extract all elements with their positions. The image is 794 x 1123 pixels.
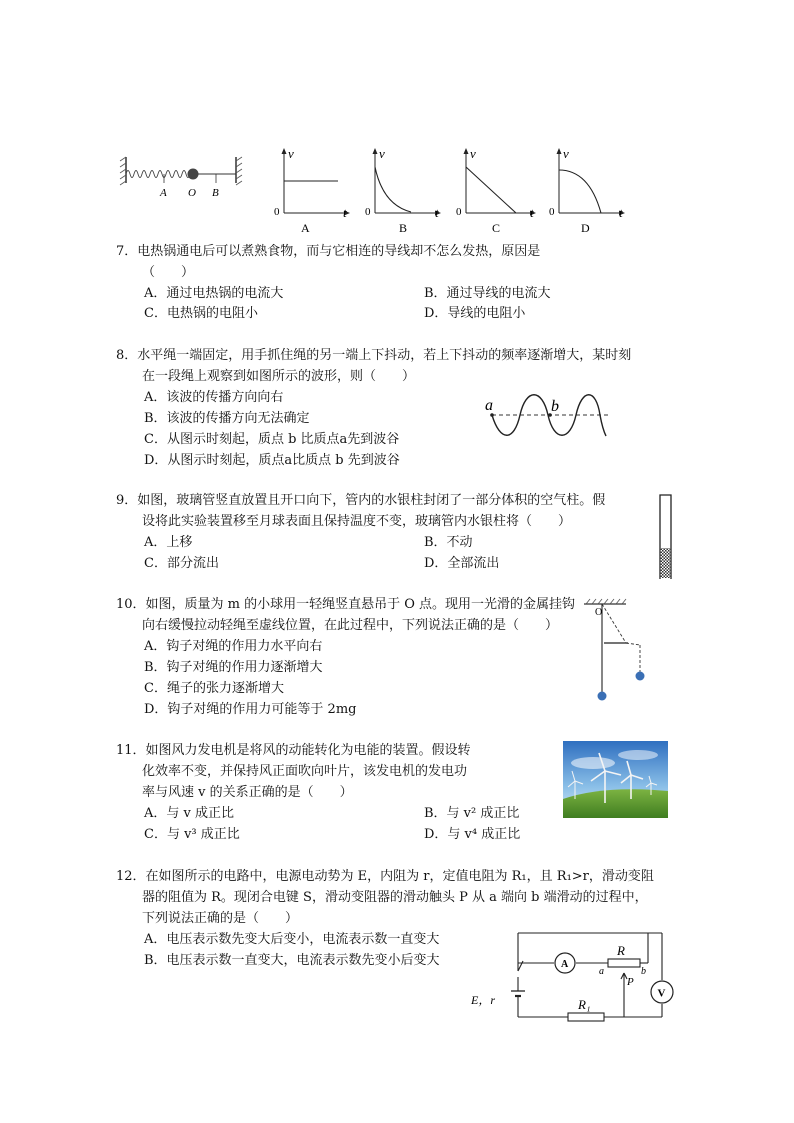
graph-a-v-label: v — [288, 146, 294, 161]
graph-d-v-label: v — [563, 146, 569, 161]
circuit-end-b-label: b — [641, 966, 646, 977]
q10-option-b[interactable]: B．钩子对绳的作用力逐渐增大 — [144, 660, 323, 675]
q8-stem-line2: 在一段绳上观察到如图所示的波形，则（ ） — [142, 369, 416, 384]
q12-stem-line2: 器的阻值为 R。现闭合电键 S，滑动变阻器的滑动触头 P 从 a 端向 b 端滑动的过程中， — [142, 890, 648, 905]
q7-option-d[interactable]: D．导线的电阻小 — [424, 306, 526, 321]
spring-label-o: O — [188, 187, 196, 199]
circuit-rheostat-label: R — [617, 943, 625, 958]
graph-b-v-label: v — [379, 146, 385, 161]
graph-b-caption: B — [399, 221, 408, 235]
q8-option-a[interactable]: A．该波的传播方向向右 — [144, 390, 284, 405]
question-12 — [116, 866, 654, 929]
wind-turbine-photo — [563, 741, 668, 818]
graph-a — [268, 145, 353, 235]
q12-option-a[interactable]: A．电压表示数先变大后变小，电流表示数一直变大 — [144, 932, 440, 947]
graph-a-caption: A — [301, 221, 310, 235]
spring-oscillator-figure — [118, 155, 243, 200]
circuit-source-label: E，r — [471, 993, 496, 1007]
question-8 — [116, 345, 631, 387]
q9-option-b[interactable]: B．不动 — [424, 535, 473, 550]
circuit-slider-label: P — [627, 976, 634, 988]
graph-c-caption: C — [492, 221, 501, 235]
graph-a-t-label: t — [343, 205, 347, 220]
question-11 — [116, 740, 471, 803]
q11-option-a[interactable]: A．与 v 成正比 — [144, 806, 234, 821]
circuit-r1-label: R₁ — [578, 997, 591, 1012]
q7-option-b[interactable]: B．通过导线的电流大 — [424, 286, 551, 301]
graph-d-caption: D — [581, 221, 590, 235]
q11-option-d[interactable]: D．与 v⁴ 成正比 — [424, 827, 521, 842]
circuit-ammeter-label: A — [561, 959, 569, 970]
q10-stem-line2: 向右缓慢拉动轻绳至虚线位置，在此过程中，下列说法正确的是（ ） — [142, 618, 559, 633]
q11-option-b[interactable]: B．与 v² 成正比 — [424, 806, 520, 821]
graph-b-t-label: t — [435, 205, 439, 220]
q12-stem-line3: 下列说法正确的是（ ） — [142, 911, 299, 926]
q9-option-c[interactable]: C．部分流出 — [144, 556, 219, 571]
graph-b-origin: 0 — [365, 206, 371, 218]
q8-option-c[interactable]: C．从图示时刻起，质点 b 比质点a先到波谷 — [144, 432, 400, 447]
wave-label-b: b — [551, 398, 559, 415]
q9-option-a[interactable]: A．上移 — [144, 535, 193, 550]
q7-option-c[interactable]: C．电热锅的电阻小 — [144, 306, 258, 321]
graph-b — [361, 145, 446, 235]
graph-d-origin: 0 — [549, 206, 555, 218]
pendulum-hook-figure — [582, 598, 652, 708]
question-9 — [116, 490, 605, 532]
q8-option-d[interactable]: D．从图示时刻起，质点a比质点 b 先到波谷 — [144, 453, 400, 468]
graph-c-v-label: v — [470, 146, 476, 161]
q10-stem-line1: 10．如图，质量为 m 的小球用一轻绳竖直悬吊于 O 点。现用一光滑的金属挂钩 — [116, 597, 576, 612]
q7-stem-line2: （ ） — [142, 265, 195, 280]
question-10 — [116, 594, 575, 636]
graph-d — [545, 145, 635, 235]
q11-option-c[interactable]: C．与 v³ 成正比 — [144, 827, 240, 842]
glass-tube-figure — [656, 493, 676, 581]
q9-option-d[interactable]: D．全部流出 — [424, 556, 500, 571]
graph-d-t-label: t — [619, 205, 623, 220]
pendulum-label-o: O — [595, 607, 603, 618]
q10-option-c[interactable]: C．绳子的张力逐渐增大 — [144, 681, 284, 696]
question-7 — [116, 241, 540, 283]
q9-stem-line2: 设将此实验装置移至月球表面且保持温度不变，玻璃管内水银柱将（ ） — [142, 514, 572, 529]
graph-c — [452, 145, 542, 235]
q8-stem-line1: 8．水平绳一端固定，用手抓住绳的另一端上下抖动，若上下抖动的频率逐渐增大，某时刻 — [116, 348, 632, 363]
q11-stem-line2: 化效率不变，并保持风正面吹向叶片，该发电机的发电功 — [142, 764, 468, 779]
q8-option-b[interactable]: B．该波的传播方向无法确定 — [144, 411, 310, 426]
q7-stem-line1: 7．电热锅通电后可以煮熟食物，而与它相连的导线却不怎么发热，原因是 — [116, 244, 541, 259]
q10-option-d[interactable]: D．钩子对绳的作用力可能等于 2mg — [144, 702, 357, 717]
spring-label-a: A — [160, 187, 167, 199]
wave-figure — [482, 392, 612, 442]
circuit-voltmeter-label: V — [657, 987, 666, 1000]
q11-stem-line3: 率与风速 v 的关系正确的是（ ） — [142, 785, 353, 800]
q12-option-b[interactable]: B．电压表示数一直变大，电流表示数先变小后变大 — [144, 953, 440, 968]
graph-c-t-label: t — [530, 205, 534, 220]
spring-label-b: B — [212, 187, 219, 199]
circuit-end-a-label: a — [599, 966, 604, 977]
q7-option-a[interactable]: A．通过电热锅的电流大 — [144, 286, 284, 301]
q11-stem-line1: 11．如图风力发电机是将风的动能转化为电能的装置。假设转 — [116, 743, 471, 758]
wave-label-a: a — [485, 397, 493, 414]
graph-a-origin: 0 — [274, 206, 280, 218]
q10-option-a[interactable]: A．钩子对绳的作用力水平向右 — [144, 639, 323, 654]
q9-stem-line1: 9．如图，玻璃管竖直放置且开口向下，管内的水银柱封闭了一部分体积的空气柱。假 — [116, 493, 606, 508]
circuit-diagram — [466, 925, 684, 1025]
graph-c-origin: 0 — [456, 206, 462, 218]
q12-stem-line1: 12．在如图所示的电路中，电源电动势为 E，内阻为 r，定值电阻为 R₁，且 R₁>r，滑动变阻 — [116, 869, 654, 884]
